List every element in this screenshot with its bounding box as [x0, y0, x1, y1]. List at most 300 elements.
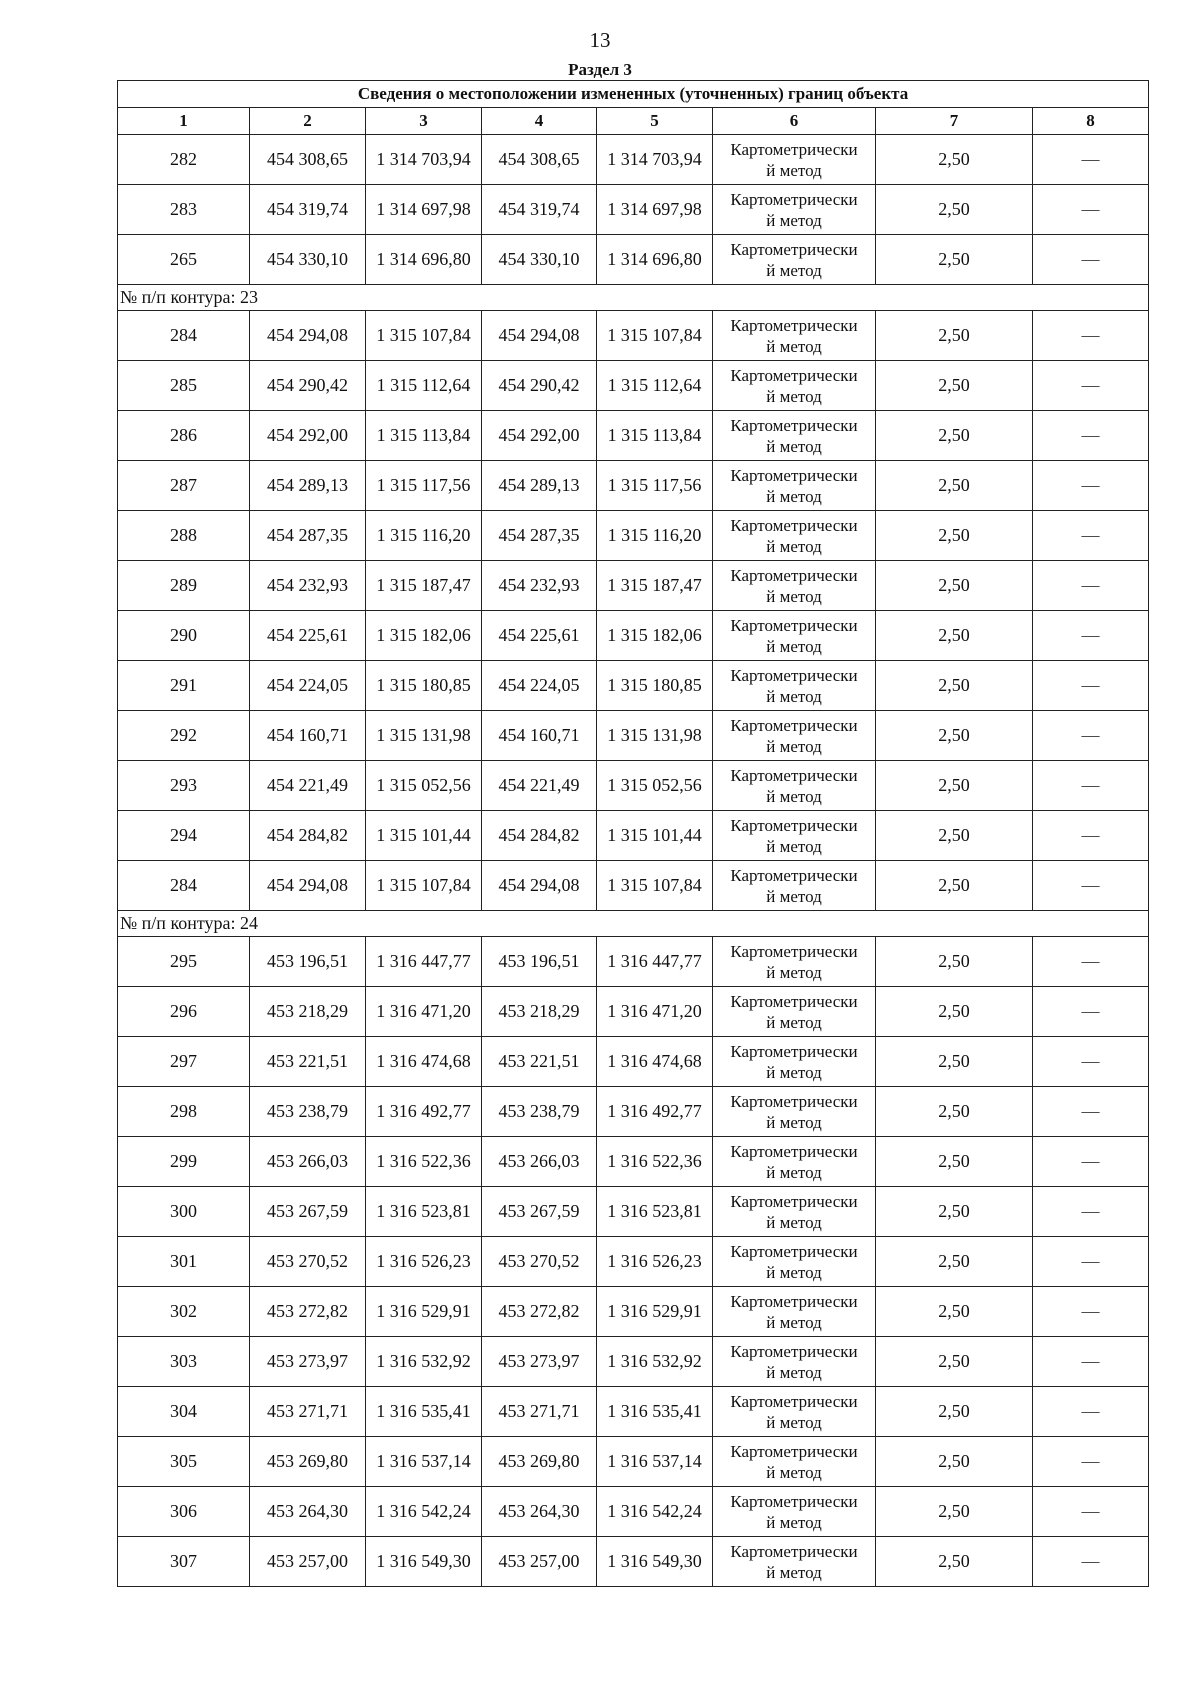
table-row [118, 361, 1149, 411]
method-text: й метод [766, 886, 822, 906]
method-cell [713, 1437, 876, 1487]
point-number-cell: 291 [118, 661, 250, 711]
method-cell [713, 511, 876, 561]
y-refined-cell: 1 316 535,41 [597, 1387, 713, 1437]
table-row [118, 611, 1149, 661]
method-cell [713, 1037, 876, 1087]
y-refined-cell: 1 316 549,30 [597, 1537, 713, 1587]
x-refined-cell: 453 218,29 [482, 987, 597, 1037]
x-refined-cell: 453 266,03 [482, 1137, 597, 1187]
table-row [118, 511, 1149, 561]
table-row [118, 235, 1149, 285]
method-text: й метод [766, 1162, 822, 1182]
method-text: Картометрически [730, 1191, 858, 1211]
accuracy-cell: 2,50 [876, 1387, 1033, 1437]
method-text: й метод [766, 210, 822, 230]
y-existing-cell: 1 316 522,36 [366, 1137, 482, 1187]
accuracy-cell: 2,50 [876, 661, 1033, 711]
accuracy-cell: 2,50 [876, 611, 1033, 661]
method-cell [713, 185, 876, 235]
point-number-cell: 290 [118, 611, 250, 661]
x-existing-cell: 454 160,71 [250, 711, 366, 761]
column-header: 6 [713, 108, 876, 135]
table-caption-row [118, 81, 1149, 108]
y-existing-cell: 1 316 549,30 [366, 1537, 482, 1587]
x-existing-cell: 453 271,71 [250, 1387, 366, 1437]
x-refined-cell: 453 221,51 [482, 1037, 597, 1087]
x-existing-cell: 454 294,08 [250, 311, 366, 361]
method-cell [713, 1387, 876, 1437]
method-text: й метод [766, 536, 822, 556]
method-text: й метод [766, 586, 822, 606]
table-row [118, 135, 1149, 185]
contour-label-row [118, 911, 1149, 937]
table-row [118, 1487, 1149, 1537]
method-cell [713, 235, 876, 285]
x-existing-cell: 454 287,35 [250, 511, 366, 561]
y-existing-cell: 1 316 523,81 [366, 1187, 482, 1237]
x-refined-cell: 453 264,30 [482, 1487, 597, 1537]
column-header: 1 [118, 108, 250, 135]
x-existing-cell: 453 267,59 [250, 1187, 366, 1237]
table-row [118, 811, 1149, 861]
method-text: Картометрически [730, 765, 858, 785]
column-header-row [118, 108, 1149, 135]
accuracy-cell: 2,50 [876, 1537, 1033, 1587]
x-existing-cell: 453 257,00 [250, 1537, 366, 1587]
table-row [118, 411, 1149, 461]
method-text: й метод [766, 1112, 822, 1132]
method-text: Картометрически [730, 415, 858, 435]
x-existing-cell: 454 319,74 [250, 185, 366, 235]
y-existing-cell: 1 315 113,84 [366, 411, 482, 461]
x-refined-cell: 454 221,49 [482, 761, 597, 811]
method-text: й метод [766, 260, 822, 280]
y-refined-cell: 1 316 529,91 [597, 1287, 713, 1337]
table-row [118, 1237, 1149, 1287]
column-8-cell: — [1033, 711, 1149, 761]
column-8-cell: — [1033, 1237, 1149, 1287]
y-existing-cell: 1 316 471,20 [366, 987, 482, 1037]
x-refined-cell: 454 308,65 [482, 135, 597, 185]
x-refined-cell: 453 271,71 [482, 1387, 597, 1437]
point-number-cell: 292 [118, 711, 250, 761]
table-row [118, 461, 1149, 511]
table-row [118, 1087, 1149, 1137]
point-number-cell: 296 [118, 987, 250, 1037]
accuracy-cell: 2,50 [876, 1287, 1033, 1337]
point-number-cell: 288 [118, 511, 250, 561]
table-row [118, 185, 1149, 235]
method-text: Картометрически [730, 315, 858, 335]
accuracy-cell: 2,50 [876, 937, 1033, 987]
table-row [118, 661, 1149, 711]
x-existing-cell: 453 270,52 [250, 1237, 366, 1287]
y-refined-cell: 1 315 101,44 [597, 811, 713, 861]
method-text: Картометрически [730, 1091, 858, 1111]
table-row [118, 311, 1149, 361]
point-number-cell: 282 [118, 135, 250, 185]
y-existing-cell: 1 314 696,80 [366, 235, 482, 285]
column-8-cell: — [1033, 611, 1149, 661]
method-text: Картометрически [730, 715, 858, 735]
method-cell [713, 411, 876, 461]
method-text: Картометрически [730, 1241, 858, 1261]
method-text: й метод [766, 1012, 822, 1032]
method-text: й метод [766, 1412, 822, 1432]
accuracy-cell: 2,50 [876, 235, 1033, 285]
method-cell [713, 1287, 876, 1337]
method-text: Картометрически [730, 1391, 858, 1411]
method-cell [713, 611, 876, 661]
accuracy-cell: 2,50 [876, 861, 1033, 911]
x-refined-cell: 453 273,97 [482, 1337, 597, 1387]
table-row [118, 861, 1149, 911]
column-8-cell: — [1033, 811, 1149, 861]
y-existing-cell: 1 316 537,14 [366, 1437, 482, 1487]
accuracy-cell: 2,50 [876, 1237, 1033, 1287]
y-refined-cell: 1 316 526,23 [597, 1237, 713, 1287]
x-refined-cell: 454 287,35 [482, 511, 597, 561]
x-existing-cell: 454 224,05 [250, 661, 366, 711]
method-cell [713, 811, 876, 861]
accuracy-cell: 2,50 [876, 1337, 1033, 1387]
column-8-cell: — [1033, 511, 1149, 561]
x-existing-cell: 454 284,82 [250, 811, 366, 861]
y-existing-cell: 1 315 101,44 [366, 811, 482, 861]
column-8-cell: — [1033, 1287, 1149, 1337]
method-text: й метод [766, 962, 822, 982]
column-8-cell: — [1033, 185, 1149, 235]
point-number-cell: 293 [118, 761, 250, 811]
method-text: й метод [766, 736, 822, 756]
x-existing-cell: 454 221,49 [250, 761, 366, 811]
y-existing-cell: 1 315 117,56 [366, 461, 482, 511]
y-existing-cell: 1 314 703,94 [366, 135, 482, 185]
column-8-cell: — [1033, 1187, 1149, 1237]
accuracy-cell: 2,50 [876, 1187, 1033, 1237]
table-row [118, 1137, 1149, 1187]
method-cell [713, 361, 876, 411]
column-8-cell: — [1033, 987, 1149, 1037]
accuracy-cell: 2,50 [876, 1437, 1033, 1487]
x-existing-cell: 454 290,42 [250, 361, 366, 411]
table-row [118, 937, 1149, 987]
point-number-cell: 285 [118, 361, 250, 411]
table-row [118, 1037, 1149, 1087]
x-refined-cell: 454 232,93 [482, 561, 597, 611]
point-number-cell: 307 [118, 1537, 250, 1587]
y-existing-cell: 1 315 107,84 [366, 861, 482, 911]
x-refined-cell: 454 225,61 [482, 611, 597, 661]
y-refined-cell: 1 316 532,92 [597, 1337, 713, 1387]
point-number-cell: 304 [118, 1387, 250, 1437]
x-refined-cell: 454 330,10 [482, 235, 597, 285]
y-existing-cell: 1 316 529,91 [366, 1287, 482, 1337]
column-header: 7 [876, 108, 1033, 135]
method-text: й метод [766, 1262, 822, 1282]
method-cell [713, 711, 876, 761]
method-text: Картометрически [730, 1491, 858, 1511]
column-8-cell: — [1033, 661, 1149, 711]
method-text: й метод [766, 1212, 822, 1232]
x-refined-cell: 454 319,74 [482, 185, 597, 235]
method-cell [713, 661, 876, 711]
x-existing-cell: 454 225,61 [250, 611, 366, 661]
accuracy-cell: 2,50 [876, 461, 1033, 511]
method-cell [713, 561, 876, 611]
x-refined-cell: 453 267,59 [482, 1187, 597, 1237]
y-refined-cell: 1 315 107,84 [597, 311, 713, 361]
column-8-cell: — [1033, 1137, 1149, 1187]
y-existing-cell: 1 315 112,64 [366, 361, 482, 411]
method-text: й метод [766, 1512, 822, 1532]
point-number-cell: 284 [118, 861, 250, 911]
section-title: Раздел 3 [568, 60, 632, 79]
x-existing-cell: 453 269,80 [250, 1437, 366, 1487]
column-8-cell: — [1033, 1437, 1149, 1487]
accuracy-cell: 2,50 [876, 1487, 1033, 1537]
method-text: Картометрически [730, 465, 858, 485]
method-text: Картометрически [730, 815, 858, 835]
method-cell [713, 1187, 876, 1237]
x-existing-cell: 453 273,97 [250, 1337, 366, 1387]
method-text: Картометрически [730, 1041, 858, 1061]
method-cell [713, 1487, 876, 1537]
accuracy-cell: 2,50 [876, 185, 1033, 235]
boundary-coordinates-table [117, 80, 1149, 1587]
x-refined-cell: 453 269,80 [482, 1437, 597, 1487]
method-text: й метод [766, 636, 822, 656]
method-text: Картометрически [730, 665, 858, 685]
method-cell [713, 987, 876, 1037]
column-8-cell: — [1033, 1037, 1149, 1087]
y-refined-cell: 1 316 537,14 [597, 1437, 713, 1487]
point-number-cell: 284 [118, 311, 250, 361]
column-8-cell: — [1033, 1387, 1149, 1437]
y-refined-cell: 1 314 696,80 [597, 235, 713, 285]
x-refined-cell: 454 290,42 [482, 361, 597, 411]
y-refined-cell: 1 315 187,47 [597, 561, 713, 611]
method-text: Картометрически [730, 1341, 858, 1361]
column-header: 4 [482, 108, 597, 135]
x-refined-cell: 454 160,71 [482, 711, 597, 761]
y-refined-cell: 1 315 117,56 [597, 461, 713, 511]
y-refined-cell: 1 315 131,98 [597, 711, 713, 761]
table-row [118, 761, 1149, 811]
column-8-cell: — [1033, 461, 1149, 511]
x-existing-cell: 454 289,13 [250, 461, 366, 511]
method-cell [713, 135, 876, 185]
method-text: й метод [766, 160, 822, 180]
point-number-cell: 294 [118, 811, 250, 861]
x-refined-cell: 454 294,08 [482, 311, 597, 361]
method-text: Картометрически [730, 615, 858, 635]
x-refined-cell: 454 294,08 [482, 861, 597, 911]
x-existing-cell: 454 330,10 [250, 235, 366, 285]
column-8-cell: — [1033, 861, 1149, 911]
method-text: й метод [766, 786, 822, 806]
y-existing-cell: 1 316 532,92 [366, 1337, 482, 1387]
y-refined-cell: 1 316 447,77 [597, 937, 713, 987]
y-refined-cell: 1 315 182,06 [597, 611, 713, 661]
x-existing-cell: 454 292,00 [250, 411, 366, 461]
x-refined-cell: 454 284,82 [482, 811, 597, 861]
y-refined-cell: 1 316 474,68 [597, 1037, 713, 1087]
y-existing-cell: 1 316 535,41 [366, 1387, 482, 1437]
y-refined-cell: 1 315 112,64 [597, 361, 713, 411]
column-header: 5 [597, 108, 713, 135]
column-8-cell: — [1033, 561, 1149, 611]
method-text: й метод [766, 1362, 822, 1382]
x-refined-cell: 453 238,79 [482, 1087, 597, 1137]
table-row [118, 1287, 1149, 1337]
y-refined-cell: 1 316 542,24 [597, 1487, 713, 1537]
y-existing-cell: 1 315 107,84 [366, 311, 482, 361]
column-8-cell: — [1033, 761, 1149, 811]
contour-label: № п/п контура: 23 [118, 285, 1149, 311]
table-row [118, 1187, 1149, 1237]
x-existing-cell: 453 218,29 [250, 987, 366, 1037]
table-row [118, 1537, 1149, 1587]
table-row [118, 711, 1149, 761]
y-existing-cell: 1 316 526,23 [366, 1237, 482, 1287]
accuracy-cell: 2,50 [876, 987, 1033, 1037]
method-text: Картометрически [730, 1141, 858, 1161]
y-refined-cell: 1 315 107,84 [597, 861, 713, 911]
x-existing-cell: 454 232,93 [250, 561, 366, 611]
x-refined-cell: 453 257,00 [482, 1537, 597, 1587]
y-existing-cell: 1 315 131,98 [366, 711, 482, 761]
method-cell [713, 1337, 876, 1387]
y-refined-cell: 1 315 180,85 [597, 661, 713, 711]
method-text: й метод [766, 836, 822, 856]
y-refined-cell: 1 315 113,84 [597, 411, 713, 461]
y-refined-cell: 1 316 523,81 [597, 1187, 713, 1237]
column-8-cell: — [1033, 937, 1149, 987]
y-existing-cell: 1 316 447,77 [366, 937, 482, 987]
method-cell [713, 461, 876, 511]
y-refined-cell: 1 315 052,56 [597, 761, 713, 811]
x-refined-cell: 454 224,05 [482, 661, 597, 711]
point-number-cell: 297 [118, 1037, 250, 1087]
accuracy-cell: 2,50 [876, 811, 1033, 861]
column-header: 8 [1033, 108, 1149, 135]
point-number-cell: 306 [118, 1487, 250, 1537]
method-text: Картометрически [730, 991, 858, 1011]
method-text: й метод [766, 436, 822, 456]
table-row [118, 987, 1149, 1037]
accuracy-cell: 2,50 [876, 135, 1033, 185]
accuracy-cell: 2,50 [876, 1037, 1033, 1087]
method-text: й метод [766, 686, 822, 706]
method-cell [713, 1137, 876, 1187]
method-cell [713, 1237, 876, 1287]
y-existing-cell: 1 315 182,06 [366, 611, 482, 661]
column-8-cell: — [1033, 1487, 1149, 1537]
point-number-cell: 289 [118, 561, 250, 611]
table-row [118, 1437, 1149, 1487]
y-existing-cell: 1 314 697,98 [366, 185, 482, 235]
table-row [118, 1337, 1149, 1387]
point-number-cell: 301 [118, 1237, 250, 1287]
x-existing-cell: 453 196,51 [250, 937, 366, 987]
x-refined-cell: 454 292,00 [482, 411, 597, 461]
y-existing-cell: 1 316 492,77 [366, 1087, 482, 1137]
method-cell [713, 1537, 876, 1587]
method-text: й метод [766, 336, 822, 356]
method-text: Картометрически [730, 1291, 858, 1311]
point-number-cell: 287 [118, 461, 250, 511]
accuracy-cell: 2,50 [876, 1137, 1033, 1187]
table-caption: Сведения о местоположении измененных (уточненных) границ объекта [118, 81, 1149, 108]
accuracy-cell: 2,50 [876, 711, 1033, 761]
method-text: Картометрически [730, 1441, 858, 1461]
y-refined-cell: 1 314 703,94 [597, 135, 713, 185]
y-refined-cell: 1 316 492,77 [597, 1087, 713, 1137]
point-number-cell: 298 [118, 1087, 250, 1137]
accuracy-cell: 2,50 [876, 311, 1033, 361]
x-existing-cell: 453 221,51 [250, 1037, 366, 1087]
method-text: й метод [766, 1462, 822, 1482]
column-8-cell: — [1033, 1087, 1149, 1137]
y-existing-cell: 1 315 180,85 [366, 661, 482, 711]
point-number-cell: 305 [118, 1437, 250, 1487]
page-number: 13 [589, 28, 611, 52]
column-header: 2 [250, 108, 366, 135]
column-header: 3 [366, 108, 482, 135]
method-text: Картометрически [730, 565, 858, 585]
accuracy-cell: 2,50 [876, 761, 1033, 811]
x-refined-cell: 453 272,82 [482, 1287, 597, 1337]
method-text: Картометрически [730, 865, 858, 885]
x-refined-cell: 453 196,51 [482, 937, 597, 987]
point-number-cell: 283 [118, 185, 250, 235]
contour-label-row [118, 285, 1149, 311]
method-text: й метод [766, 386, 822, 406]
point-number-cell: 302 [118, 1287, 250, 1337]
column-8-cell: — [1033, 411, 1149, 461]
method-cell [713, 761, 876, 811]
point-number-cell: 286 [118, 411, 250, 461]
method-cell [713, 311, 876, 361]
y-refined-cell: 1 314 697,98 [597, 185, 713, 235]
method-cell [713, 937, 876, 987]
x-refined-cell: 454 289,13 [482, 461, 597, 511]
method-text: Картометрически [730, 515, 858, 535]
method-text: Картометрически [730, 1541, 858, 1561]
x-existing-cell: 453 266,03 [250, 1137, 366, 1187]
table-row [118, 561, 1149, 611]
column-8-cell: — [1033, 1537, 1149, 1587]
point-number-cell: 300 [118, 1187, 250, 1237]
y-existing-cell: 1 315 052,56 [366, 761, 482, 811]
column-8-cell: — [1033, 311, 1149, 361]
method-text: Картометрически [730, 239, 858, 259]
y-existing-cell: 1 315 116,20 [366, 511, 482, 561]
method-cell [713, 1087, 876, 1137]
accuracy-cell: 2,50 [876, 361, 1033, 411]
y-refined-cell: 1 315 116,20 [597, 511, 713, 561]
x-existing-cell: 453 264,30 [250, 1487, 366, 1537]
x-existing-cell: 454 294,08 [250, 861, 366, 911]
column-8-cell: — [1033, 135, 1149, 185]
method-text: й метод [766, 1062, 822, 1082]
column-8-cell: — [1033, 361, 1149, 411]
method-text: й метод [766, 1312, 822, 1332]
point-number-cell: 299 [118, 1137, 250, 1187]
method-text: Картометрически [730, 189, 858, 209]
